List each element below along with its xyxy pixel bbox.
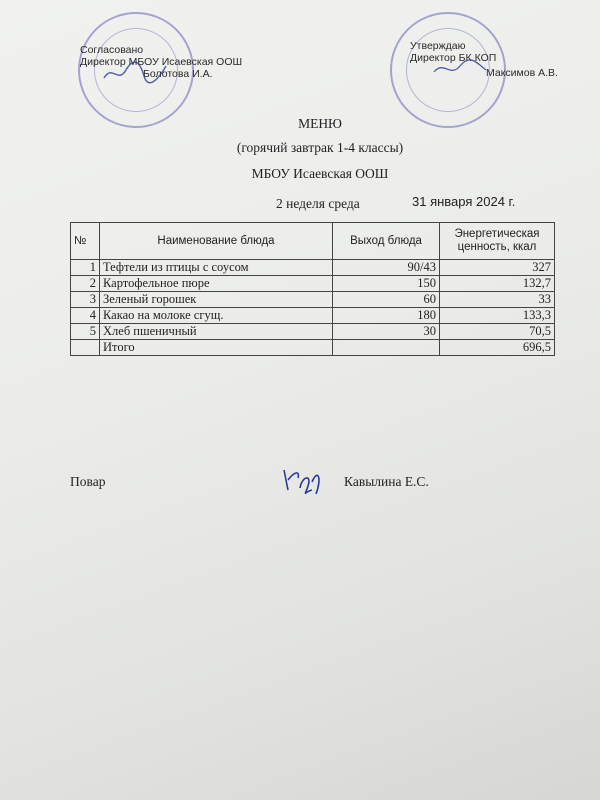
table-total-row [71,340,555,356]
approval-right-label: Утверждаю [410,40,466,52]
row-output: 180 [333,308,440,324]
table-row [71,292,555,308]
cook-name: Кавылина Е.С. [344,474,429,489]
cook-signature [278,462,326,498]
row-num: 4 [71,308,100,324]
row-output: 90/43 [333,260,440,276]
row-dish-name: Какао на молоке сгущ. [100,308,333,324]
table-row [71,308,555,324]
row-output: 30 [333,324,440,340]
total-output-cell [333,340,440,356]
cook-role: Повар [70,474,106,489]
row-output: 150 [333,276,440,292]
left-signature [100,58,170,86]
row-kcal: 33 [440,292,555,308]
total-kcal: 696,5 [440,340,555,356]
header-output: Выход блюда [333,223,440,260]
menu-date: 31 января 2024 г. [412,194,516,209]
row-dish-name: Картофельное пюре [100,276,333,292]
row-num: 2 [71,276,100,292]
approval-left-position: Директор МБОУ Исаевская ООШ [80,56,243,68]
approval-right-position: Директор БК КОП [410,52,497,64]
header-energy: Энергетическая ценность, ккал [440,223,555,260]
row-num: 3 [71,292,100,308]
table-header-row [71,223,555,260]
row-kcal: 327 [440,260,555,276]
table-row [71,276,555,292]
table-row [71,260,555,276]
header-dish-name: Наименование блюда [100,223,333,260]
row-num: 5 [71,324,100,340]
row-num: 1 [71,260,100,276]
row-dish-name: Хлеб пшеничный [100,324,333,340]
approval-left-name: Болотова И.А. [143,68,213,80]
row-kcal: 132,7 [440,276,555,292]
row-dish-name: Зеленый горошек [100,292,333,308]
approval-left-label: Согласовано [80,44,144,56]
menu-table [70,222,555,356]
menu-title: МЕНЮ [298,116,342,131]
row-kcal: 70,5 [440,324,555,340]
school-name: МБОУ Исаевская ООШ [251,166,389,181]
header-num: № [71,223,100,260]
row-kcal: 133,3 [440,308,555,324]
approval-right-name: Максимов А.В. [486,67,558,79]
row-dish-name: Тефтели из птицы с соусом [100,260,333,276]
table-row [71,324,555,340]
row-output: 60 [333,292,440,308]
week-day: 2 неделя среда [276,196,360,211]
total-num-cell [71,340,100,356]
right-signature [430,56,490,80]
menu-subtitle: (горячий завтрак 1-4 классы) [236,140,404,155]
total-label: Итого [100,340,333,356]
